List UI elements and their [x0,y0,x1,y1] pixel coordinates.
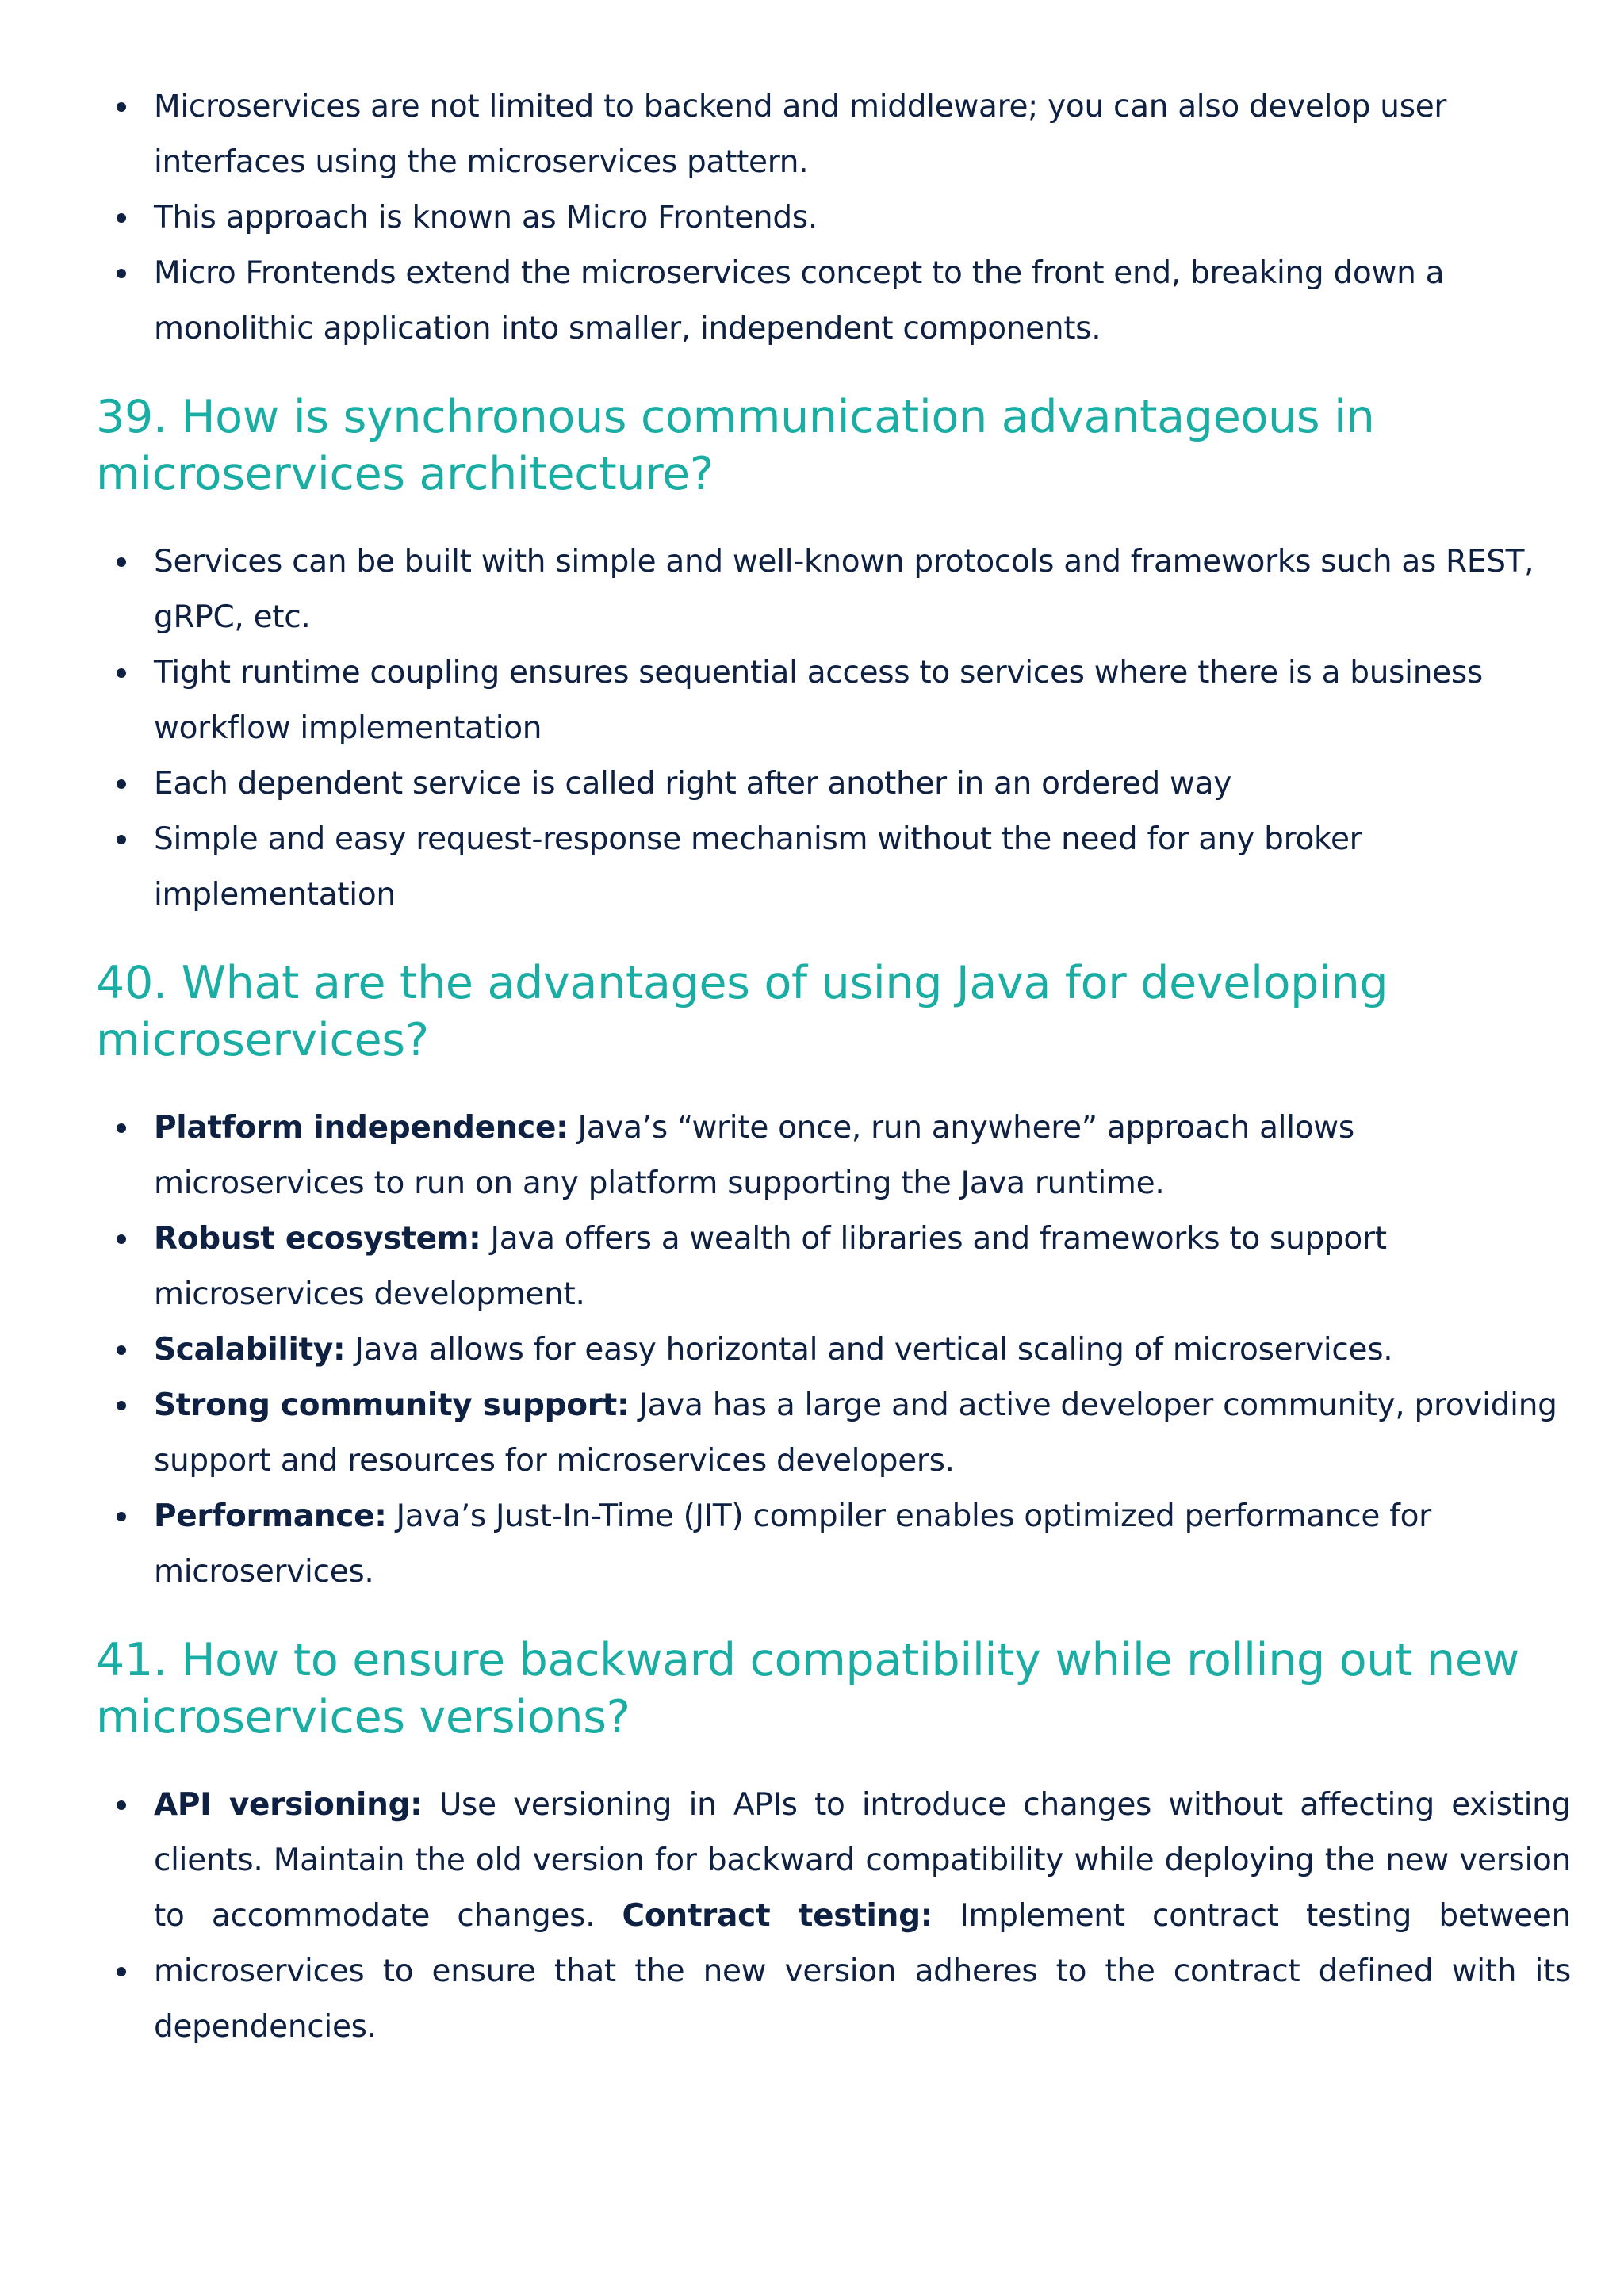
document-page [96,79,1571,2055]
bullet-icon [117,102,126,112]
item-term: Scalability: [154,1332,346,1368]
item-text: Java has a large and active developer community, providing support and resources for microservices developers. [154,1387,1557,1479]
bullet-icon [117,1345,126,1355]
item-term: Contract testing: [622,1898,933,1934]
bullet-icon [117,835,126,844]
bullet-icon [117,1512,126,1521]
item-text: Microservices are not limited to backend and middleware; you can also develop user interfaces using the microservices pattern. [154,89,1447,180]
list-item [96,1322,1571,1378]
item-text: Micro Frontends extend the microservices concept to the front end, breaking down a monolithic application into smaller, independent components. [154,255,1445,346]
list-item [96,812,1571,923]
q40-list [96,1100,1571,1600]
q39-list [96,534,1571,923]
list-item [96,1378,1571,1489]
item-term: Strong community support: [154,1387,630,1423]
heading-q40: 40. What are the advantages of using Java for developing microservices? [96,957,1388,1066]
list-item [96,79,1571,190]
list-item [96,190,1571,246]
bullet-icon [117,1123,126,1133]
bullet-icon [117,557,126,567]
item-term: Platform independence: [154,1110,569,1146]
bullet-icon [117,779,126,789]
item-text: Java allows for easy horizontal and vertical scaling of microservices. [345,1332,1393,1368]
intro-list [96,79,1571,357]
list-item [96,1100,1571,1211]
heading-q39: 39. How is synchronous communication advantageous in microservices architecture? [96,391,1375,500]
item-term: Robust ecosystem: [154,1221,481,1257]
bullet-icon [117,668,126,678]
list-item [96,756,1571,812]
item-text: Use versioning in APIs to introduce changes without affecting existing clients. Maintain the old version for backward compatibility while deploying the new version to accommodate changes. [154,1787,1571,1934]
item-text: Java’s Just-In-Time (JIT) compiler enables optimized performance for microservices. [154,1498,1431,1590]
item-term: Performance: [154,1498,387,1534]
item-term: API versioning: [154,1787,423,1823]
item-text: Java’s “write once, run anywhere” approach allows microservices to run on any platform supporting the Java runtime. [154,1110,1354,1201]
item-text: Implement contract testing between microservices to ensure that the new version adheres to the contract defined with its dependencies. [154,1898,1571,2045]
item-text: Java offers a wealth of libraries and frameworks to support microservices development. [154,1221,1387,1312]
list-item [96,1777,1571,2055]
item-text: Services can be built with simple and well-known protocols and frameworks such as REST, gRPC, etc. [154,544,1534,635]
bullet-icon [117,1234,126,1244]
item-text: Each dependent service is called right after another in an ordered way [154,766,1232,802]
list-item [96,1489,1571,1600]
list-item [96,534,1571,645]
bullet-icon [117,1800,126,1810]
q41-list [96,1777,1571,2055]
bullet-icon [117,213,126,223]
bullet-icon [117,1401,126,1410]
item-text: This approach is known as Micro Frontends. [154,200,818,235]
heading-q41: 41. How to ensure backward compatibility while rolling out new microservices versions? [96,1634,1519,1743]
bullet-icon [117,269,126,278]
list-item [96,1211,1571,1322]
list-item [96,645,1571,756]
item-text: Simple and easy request-response mechanism without the need for any broker implementation [154,821,1362,913]
bullet-icon [117,1967,126,1976]
list-item [96,246,1571,357]
item-text: Tight runtime coupling ensures sequential access to services where there is a business workflow implementation [154,655,1483,746]
